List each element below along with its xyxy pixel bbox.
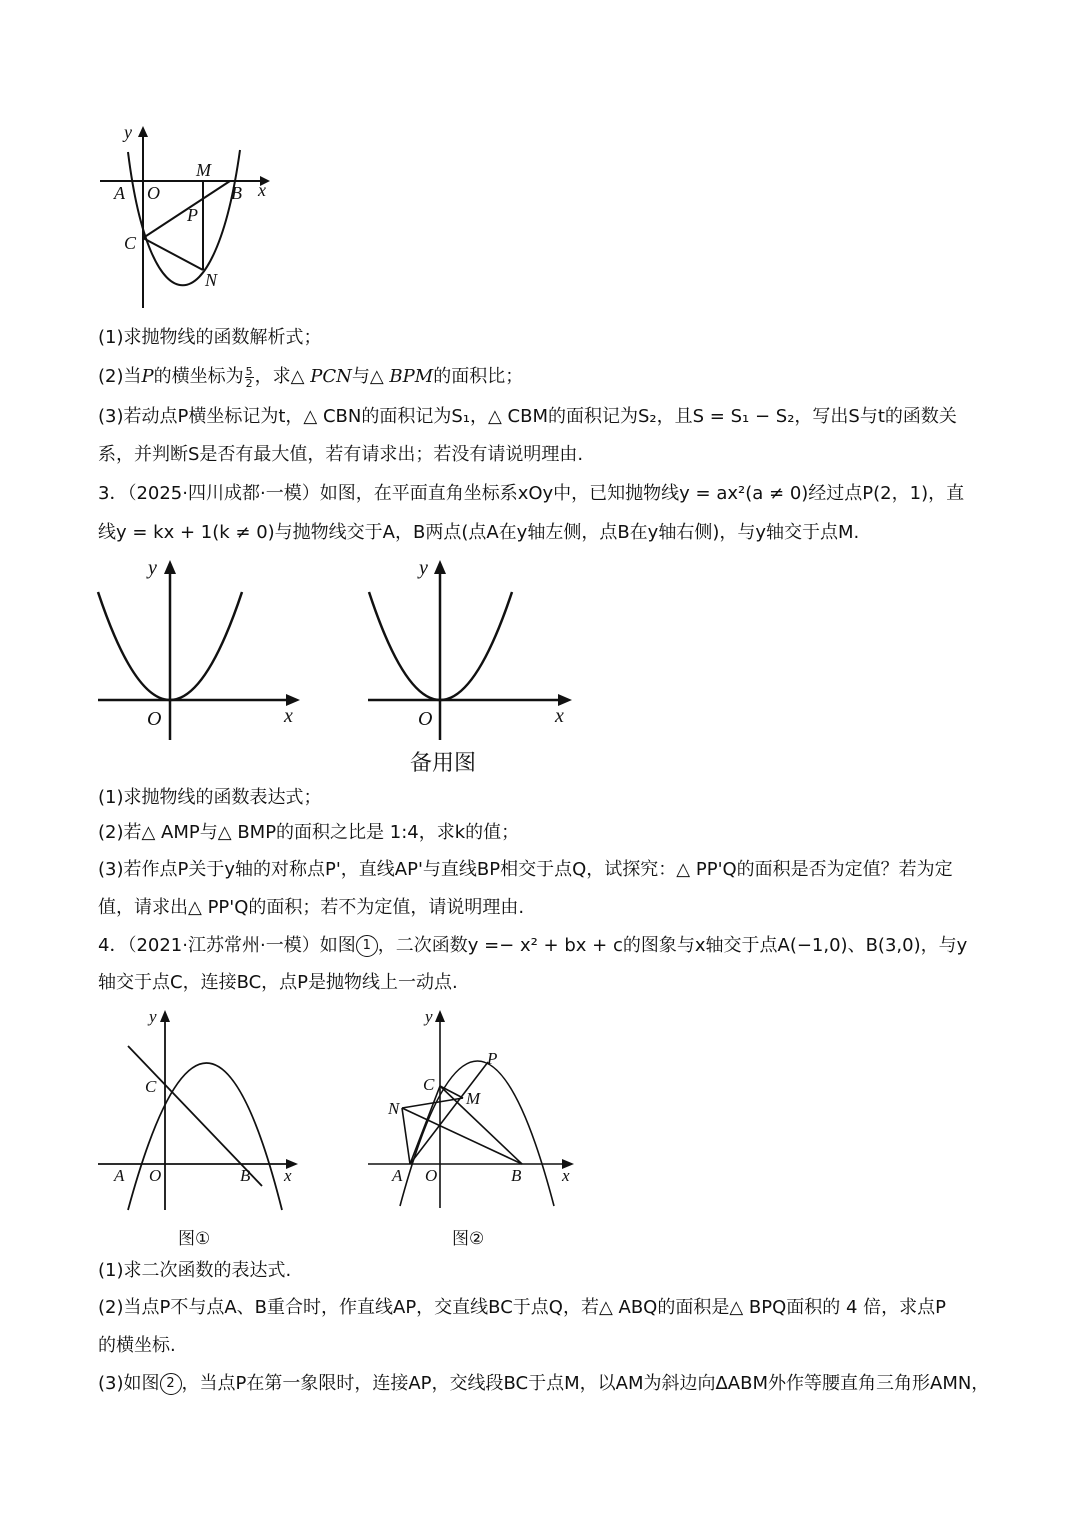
q3-fig-left-label-O: O: [147, 708, 162, 730]
q4-fig2-label-N: N: [388, 1099, 400, 1118]
q4-part2-line2: 的横坐标.: [98, 1335, 176, 1356]
q4-fig1-label-O: O: [149, 1166, 162, 1185]
q4-statement-text-a: 4．（2021·江苏常州·一模）如图: [98, 935, 356, 956]
q4-fig2-line-AC: [410, 1086, 440, 1164]
q4-fig1-y-arrow: [160, 1010, 170, 1022]
q3-part1: (1)求抛物线的函数表达式；: [98, 787, 322, 808]
q3-fig-right-label-y: y: [419, 557, 428, 579]
fraction-denominator: 2: [245, 376, 253, 390]
q4-statement-line2: 轴交于点C，连接BC，点P是抛物线上一动点.: [98, 972, 458, 993]
q4-part1: (1)求二次函数的表达式.: [98, 1260, 292, 1281]
q4-fig2-label-A: A: [392, 1166, 403, 1185]
q2-label-A: A: [114, 183, 125, 203]
q4-statement-text-b: ，二次函数y =− x² + bx + c的图象与x轴交于点A(−1,0)、B(3,0)，与y: [377, 935, 968, 956]
q4-part3: [98, 1371, 989, 1397]
q4-fig2-y-arrow: [435, 1010, 445, 1022]
q3-fig-left-label-x: x: [284, 705, 293, 727]
q2-part1: (1)求抛物线的函数解析式；: [98, 327, 322, 348]
q3-fig-left-y-arrow: [164, 560, 176, 574]
q4-part2-line1: (2)当点P不与点A、B重合时，作直线AP，交直线BC于点Q，若△ ABQ的面积是△ BPQ面积的 4 倍，求点P: [98, 1297, 947, 1318]
q2-label-y: y: [124, 122, 132, 142]
q2-label-C: C: [124, 233, 137, 253]
q2-part2-fraction: [245, 366, 254, 389]
q3-statement-line2: 线y = kx + 1(k ≠ 0)与抛物线交于A，B两点(点A在y轴左侧，点B在y轴右侧)，与y轴交于点M.: [98, 522, 860, 543]
q4-figures: [0, 1000, 1080, 1230]
q3-statement-line1: 3．（2025·四川成都·一模）如图，在平面直角坐标系xOy中，已知抛物线y = ax²(a ≠ 0)经过点P(2，1)，直: [98, 483, 965, 504]
q4-fig2-line-CB: [440, 1086, 522, 1164]
q3-fig-right-y-arrow: [434, 560, 446, 574]
q2-label-M: M: [196, 160, 211, 180]
q2-parabola: [128, 150, 240, 285]
q2-part3-line1: (3)若动点P横坐标记为t，△ CBN的面积记为S₁，△ CBM的面积记为S₂，且S = S₁ − S₂，写出S与t的函数关: [98, 406, 957, 427]
q2-label-B: B: [231, 183, 242, 203]
q4-fig1-label-A: A: [114, 1166, 125, 1185]
q2-part2-text-a: (2)当: [98, 366, 142, 387]
q4-statement-line1: [98, 933, 967, 959]
q2-figure: [0, 0, 1080, 320]
q4-fig1-label-x: x: [284, 1166, 292, 1185]
q4-fig1-caption: 图①: [178, 1229, 211, 1249]
q4-fig2-label-C: C: [423, 1075, 435, 1094]
q3-part3-line1: (3)若作点P关于y轴的对称点P'，直线AP'与直线BP相交于点Q，试探究：△ PP'Q的面积是否为定值？若为定: [98, 859, 953, 880]
q2-label-N: N: [205, 270, 218, 290]
q3-part3-line2: 值，请求出△ PP'Q的面积；若不为定值，请说明理由.: [98, 897, 525, 918]
q3-fig-right-label-O: O: [418, 708, 433, 730]
q4-part3-text-a: (3)如图: [98, 1373, 160, 1394]
q4-fig2-caption: 图②: [452, 1229, 485, 1249]
q4-fig1-label-y: y: [149, 1007, 157, 1026]
q3-fig-left-label-y: y: [148, 557, 157, 579]
q2-y-arrow: [138, 126, 148, 137]
q4-fig2-label-O: O: [425, 1166, 438, 1185]
q2-part2-text-b: 的横坐标为: [153, 366, 244, 387]
q4-fig2-label-P: P: [487, 1049, 498, 1068]
q4-figure2-circled-number: 2: [160, 1373, 182, 1395]
q3-fig-right-label-x: x: [555, 705, 564, 727]
q2-part2-triangle-PCN: PCN: [310, 366, 352, 387]
q2-part2-var-P: P: [141, 366, 154, 387]
q4-figure1-circled-number: 1: [356, 935, 378, 957]
q3-part2: (2)若△ AMP与△ BMP的面积之比是 1:4，求k的值；: [98, 822, 520, 843]
q4-part3-text-b: ，当点P在第一象限时，连接AP，交线段BC于点M，以AM为斜边向ΔABM外作等腰直角三角形AMN，: [181, 1373, 990, 1394]
q4-fig2-label-B: B: [511, 1166, 522, 1185]
q2-label-O: O: [147, 183, 160, 203]
fraction-numerator: 5: [245, 364, 253, 378]
q2-label-x: x: [258, 180, 266, 200]
q4-fig2-label-y: y: [425, 1007, 433, 1026]
q2-part2-text-e: 的面积比；: [433, 366, 524, 387]
q4-fig1-label-C: C: [145, 1077, 157, 1096]
q2-part2: [98, 364, 523, 390]
q4-fig2-line-AP: [410, 1062, 488, 1164]
q2-part2-triangle-BPM: BPM: [389, 366, 434, 387]
q4-fig2-label-M: M: [466, 1089, 481, 1108]
q3-spare-figure-caption: 备用图: [410, 751, 477, 776]
q4-fig2-line-NA: [402, 1108, 410, 1164]
q2-label-P: P: [187, 205, 198, 225]
q2-part2-text-d: 与△: [351, 366, 390, 387]
q3-figures: [0, 550, 1080, 780]
q4-fig1-label-B: B: [240, 1166, 251, 1185]
q2-part3-line2: 系，并判断S是否有最大值，若有请求出；若没有请说明理由.: [98, 444, 584, 465]
q4-fig2-label-x: x: [562, 1166, 570, 1185]
q2-part2-text-c: ，求△: [254, 366, 311, 387]
